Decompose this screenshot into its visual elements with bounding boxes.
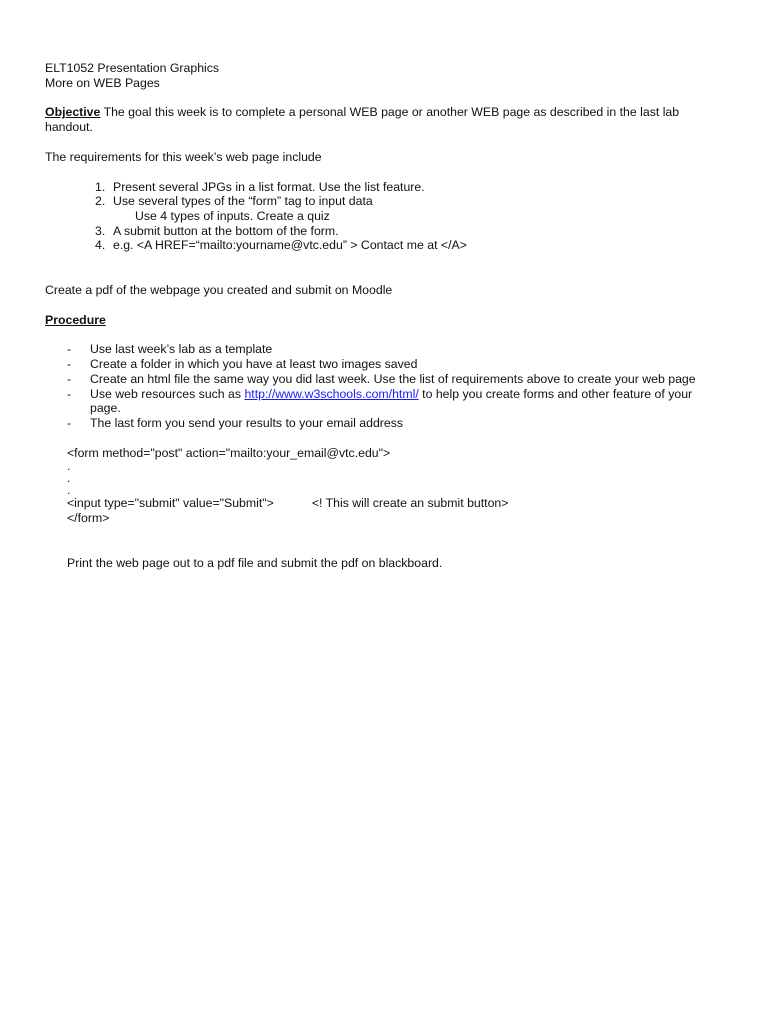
requirement-text: A submit button at the bottom of the form. bbox=[113, 223, 339, 238]
code-form-close: </form> bbox=[67, 511, 110, 526]
requirement-number: 1. bbox=[95, 179, 106, 194]
requirement-number: 2. bbox=[95, 194, 106, 209]
requirement-text: e.g. <A HREF=“mailto:yourname@vtc.edu” > Contact me at </A> bbox=[113, 238, 467, 253]
requirement-item bbox=[95, 224, 725, 239]
objective-paragraph bbox=[45, 105, 725, 134]
objective-label: Objective bbox=[45, 105, 101, 120]
requirement-text: Use several types of the “form” tag to input data bbox=[113, 194, 373, 209]
procedure-text: Create an html file the same way you did last week. Use the list of requirements above to create your web page bbox=[90, 371, 696, 386]
procedure-text: Create a folder in which you have at least two images saved bbox=[90, 357, 418, 372]
requirements-intro: The requirements for this week’s web page include bbox=[45, 149, 322, 164]
procedure-text: Use last week’s lab as a template bbox=[90, 342, 273, 357]
code-input-line bbox=[67, 496, 725, 511]
requirement-text: Present several JPGs in a list format. Use the list feature. bbox=[113, 179, 425, 194]
requirement-number: 3. bbox=[95, 223, 106, 238]
print-instruction: Print the web page out to a pdf file and submit the pdf on blackboard. bbox=[67, 555, 443, 570]
code-ellipsis-dot: . bbox=[67, 471, 71, 486]
w3schools-link[interactable]: http://www.w3schools.com/html/ bbox=[244, 386, 419, 401]
bullet-dash: - bbox=[67, 415, 72, 430]
procedure-item bbox=[67, 416, 725, 431]
document-subtitle: More on WEB Pages bbox=[45, 75, 160, 90]
bullet-dash: - bbox=[67, 386, 72, 401]
moodle-instruction: Create a pdf of the webpage you created and submit on Moodle bbox=[45, 283, 393, 298]
procedure-item bbox=[67, 372, 725, 387]
code-form-open: <form method="post" action="mailto:your_email@vtc.edu"> bbox=[67, 445, 391, 460]
procedure-item bbox=[67, 387, 725, 416]
code-sample bbox=[45, 446, 725, 526]
requirement-item bbox=[95, 194, 725, 223]
requirement-subtext: Use 4 types of inputs. Create a quiz bbox=[135, 208, 330, 223]
code-ellipsis-dot: . bbox=[67, 483, 71, 498]
bullet-dash: - bbox=[67, 371, 72, 386]
document-page bbox=[45, 61, 725, 570]
bullet-dash: - bbox=[67, 342, 72, 357]
objective-text: The goal this week is to complete a personal WEB page or another WEB page as described in the last lab handout. bbox=[45, 105, 680, 135]
requirement-number: 4. bbox=[95, 238, 106, 253]
procedure-item bbox=[67, 342, 725, 357]
procedure-list bbox=[45, 342, 725, 430]
requirement-item bbox=[95, 238, 725, 253]
procedure-heading: Procedure bbox=[45, 312, 106, 327]
procedure-text: The last form you send your results to your email address bbox=[90, 415, 404, 430]
procedure-item bbox=[67, 357, 725, 372]
requirements-list bbox=[45, 180, 725, 254]
code-input-tag: <input type="submit" value="Submit"> bbox=[67, 496, 274, 511]
course-title: ELT1052 Presentation Graphics bbox=[45, 61, 220, 75]
procedure-text-after: to help you create forms and other feature of your page. bbox=[90, 386, 693, 416]
bullet-dash: - bbox=[67, 357, 72, 372]
procedure-text-before: Use web resources such as bbox=[90, 386, 245, 401]
requirement-item bbox=[95, 180, 725, 195]
code-ellipsis-dot: . bbox=[67, 459, 71, 474]
code-input-comment: <! This will create an submit button> bbox=[311, 496, 509, 511]
